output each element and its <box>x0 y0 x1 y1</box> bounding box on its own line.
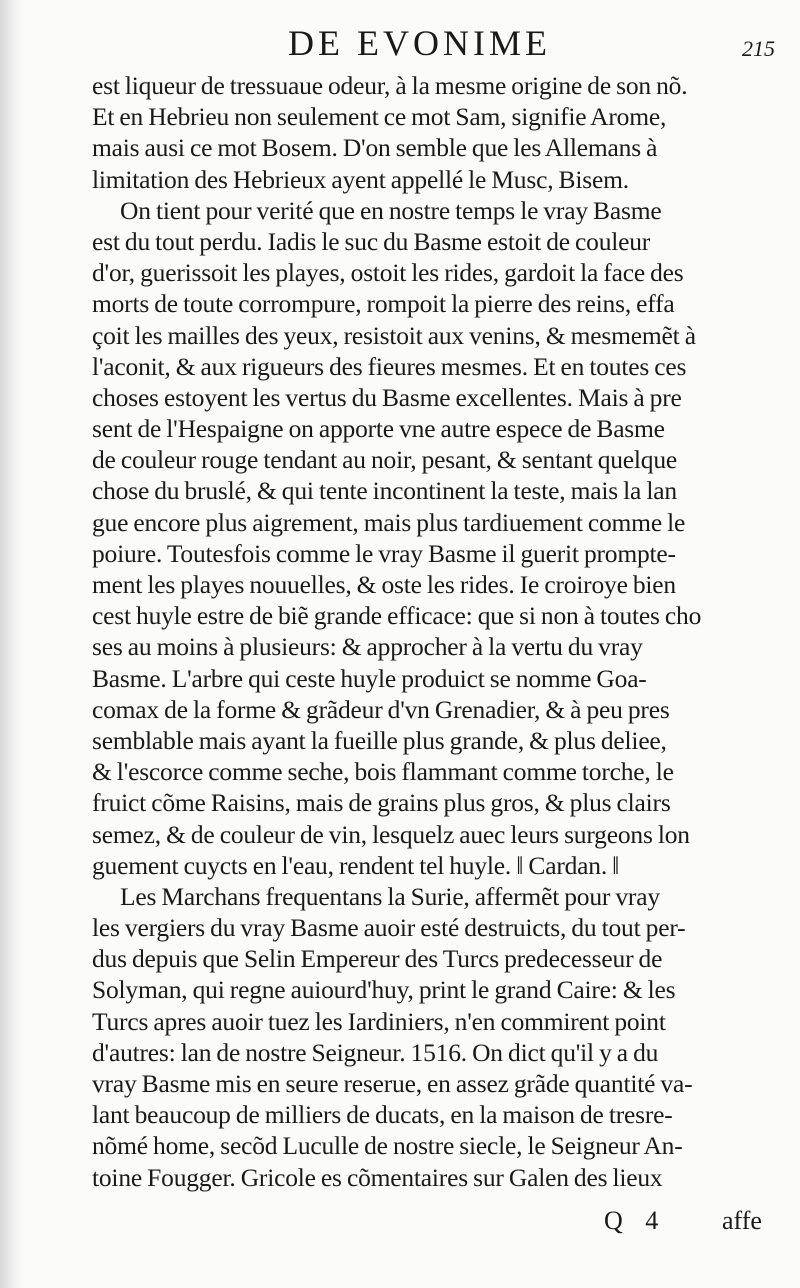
text-line: On tient pour verité que en nostre temps le vray Basme <box>120 195 662 225</box>
text-line: & l'escorce comme seche, bois flammant comme torche, le <box>92 757 674 787</box>
text-line: vray Basme mis en seure reserue, en assez grãde quantité va- <box>92 1069 693 1098</box>
text-line: semblable mais ayant la fueille plus grande, & plus deliee, <box>92 725 667 755</box>
text-line: nõmé home, secõd Luculle de nostre siecle, le Seigneur An- <box>92 1131 683 1161</box>
text-line: fruict cõme Raisins, mais de grains plus gros, & plus clairs <box>92 788 671 818</box>
text-line: poiure. Toutesfois comme le vray Basme il guerit prompte- <box>92 538 676 568</box>
page-number: 215 <box>742 36 775 61</box>
text-line: l'aconit, & aux rigueurs des fieures mesmes. Et en toutes ces <box>92 351 687 381</box>
text-line: morts de toute corrompure, rompoit la pierre des reins, effa <box>92 289 675 319</box>
text-line: est du tout perdu. Iadis le suc du Basme estoit de couleur <box>92 226 651 256</box>
text-line: ses au moins à plusieurs: & approcher à la vertu du vray <box>92 632 643 662</box>
text-line: dus depuis que Selin Empereur des Turcs predecesseur de <box>92 944 663 974</box>
text-line: chose du bruslé, & qui tente incontinent la teste, mais la lan <box>92 476 677 506</box>
text-line: toine Fougger. Gricole es cõmentaires sur Galen des lieux <box>92 1162 663 1192</box>
text-line: gue encore plus aigrement, mais plus tardiuement comme le <box>92 507 686 537</box>
page-footer <box>0 1202 800 1242</box>
signature-mark: Q 4 <box>604 1206 667 1235</box>
text-line: mais ausi ce mot Bosem. D'on semble que les Allemans à <box>92 133 658 163</box>
text-line: semez, & de couleur de vin, lesquelz auec leurs surgeons lon <box>92 819 690 849</box>
text-line: est liqueur de tressuaue odeur, à la mesme origine de son nõ. <box>92 71 688 100</box>
text-line: Solyman, qui regne auiourd'huy, print le grand Caire: & les <box>92 975 676 1005</box>
text-line: Turcs apres auoir tuez les Iardiniers, n'en commirent point <box>92 1006 666 1036</box>
text-line: guement cuycts en l'eau, rendent tel huyle. ‖ Cardan. ‖ <box>92 850 620 880</box>
text-line: cest huyle estre de biẽ grande efficace: que si non à toutes cho <box>92 601 702 631</box>
text-line: comax de la forme & grãdeur d'vn Grenadier, & à peu pres <box>92 694 670 724</box>
text-line: Et en Hebrieu non seulement ce mot Sam, signifie Arome, <box>92 102 667 132</box>
text-line: ment les playes nouuelles, & oste les rides. Ie croiroye bien <box>92 570 676 599</box>
text-line: de couleur rouge tendant au noir, pesant, & sentant quelque <box>92 445 678 475</box>
text-line: limitation des Hebrieux ayent appellé le Musc, Bisem. <box>92 164 629 194</box>
text-line: d'autres: lan de nostre Seigneur. 1516. On dict qu'il y a du <box>92 1037 659 1067</box>
text-line: Basme. L'arbre qui ceste huyle produict se nomme Goa- <box>92 663 647 693</box>
body-text <box>92 70 772 1193</box>
text-line: sent de l'Hespaigne on apporte vne autre espece de Basme <box>92 414 665 444</box>
text-line: lant beaucoup de milliers de ducats, en la maison de tresre- <box>92 1100 673 1130</box>
text-line: les vergiers du vray Basme auoir esté destruicts, du tout per- <box>92 913 686 943</box>
running-head <box>0 22 800 64</box>
text-line: d'or, guerissoit les playes, ostoit les rides, gardoit la face des <box>92 258 684 288</box>
running-head-title: DE EVONIME <box>288 23 551 63</box>
catchword: affe <box>722 1206 762 1235</box>
text-line: choses estoyent les vertus du Basme excellentes. Mais à pre <box>92 382 682 412</box>
binding-shadow <box>0 0 26 1288</box>
text-line: çoit les mailles des yeux, resistoit aux venins, & mesmemẽt à <box>92 320 696 350</box>
text-line: Les Marchans frequentans la Surie, affermẽt pour vray <box>120 881 660 911</box>
